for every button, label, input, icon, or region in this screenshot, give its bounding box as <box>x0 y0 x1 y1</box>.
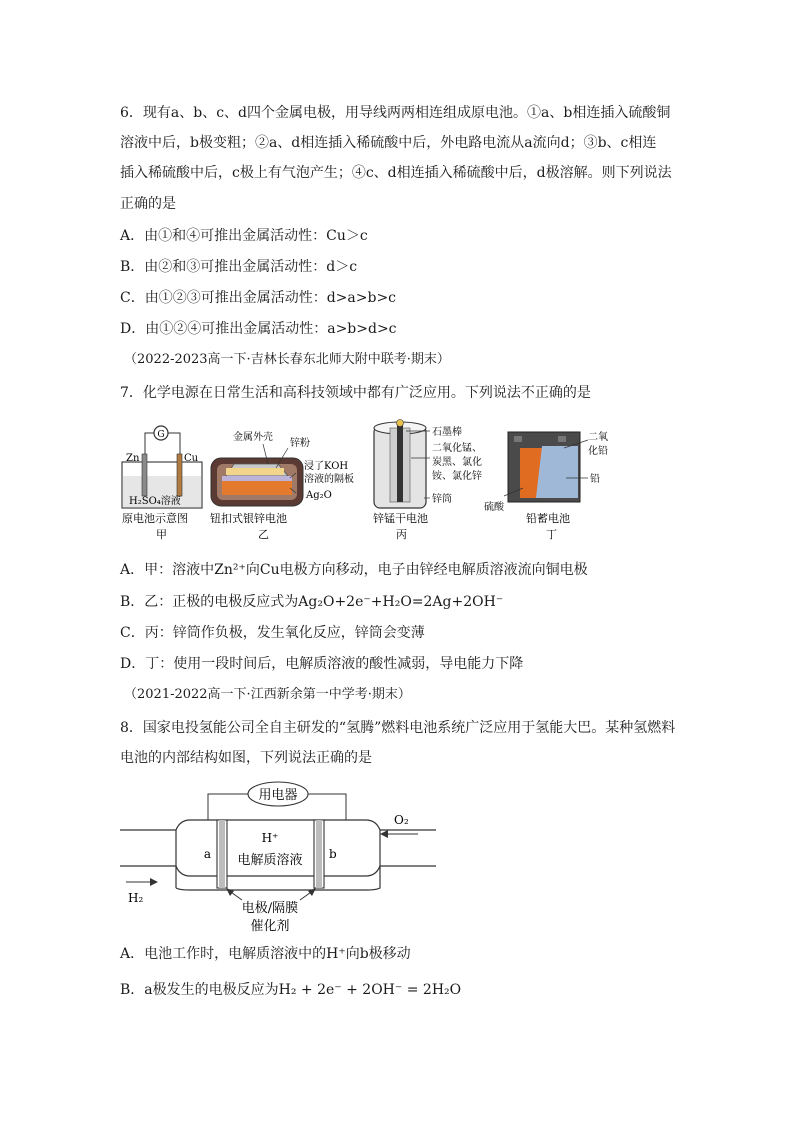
o2-label: O₂ <box>394 813 409 827</box>
q7-source: （2022-2023高一下·吉林长春东北师大附中联考·期末） <box>124 352 450 367</box>
q6-option-a: A．由①和④可推出金属活动性：Cu＞c <box>120 228 368 244</box>
fuel-cell-figure <box>118 778 438 938</box>
q7-stem: 7．化学电源在日常生活和高科技领域中都有广泛应用。下列说法不正确的是 <box>120 385 591 401</box>
electrode-membrane-label: 电极/隔膜 <box>241 901 299 916</box>
q7-option-c: C．丙：锌筒作负极，发生氧化反应，锌筒会变薄 <box>120 625 425 641</box>
koh-label-1: 浸了KOH <box>304 461 349 472</box>
q8-line-1: 8．国家电投氢能公司全自主研发的“氢腾”燃料电池系统广泛应用于氢能大巴。某种氢燃料 <box>120 720 676 736</box>
figure-ding <box>484 430 608 541</box>
battery-figures <box>118 418 638 546</box>
bing-caption: 锌锰干电池 <box>373 512 428 525</box>
q6-line-4: 正确的是 <box>120 196 176 212</box>
q7-option-a: A．甲：溶液中Zn²⁺向Cu电极方向移动，电子由锌经电解质溶液流向铜电极 <box>120 562 588 578</box>
figure-jia <box>122 426 202 541</box>
electrolyte-label: 电解质溶液 <box>237 853 303 868</box>
figure-yi <box>210 430 354 541</box>
zinc-can-label: 锌筒 <box>432 494 452 505</box>
cu-label: Cu <box>184 453 199 464</box>
q6-option-d: D．由①②④可推出金属活动性：a>b>d>c <box>120 321 397 337</box>
q7-option-b: B．乙：正极的电极反应式为Ag₂O+2e⁻+H₂O=2Ag+2OH⁻ <box>120 594 504 610</box>
shell-label: 金属外壳 <box>233 432 273 443</box>
o2-arrow-icon <box>380 830 388 838</box>
q6-line-3: 插入稀硫酸中后，c极上有气泡产生；④c、d相连插入稀硫酸中后，d极溶解。则下列说法 <box>120 165 672 181</box>
mix-label-1: 二氧化锰、 <box>432 443 482 454</box>
electrode-arrow-right-icon <box>308 888 316 896</box>
sulfuric-acid-label: 硫酸 <box>484 502 504 513</box>
graphite-rod-label: 石墨棒 <box>432 427 462 438</box>
zinc-powder-label: 锌粉 <box>290 438 310 449</box>
ag2o-label: Ag₂O <box>306 490 332 501</box>
bing-tag: 丙 <box>396 528 407 541</box>
mix-label-3: 铵、氯化锌 <box>432 471 482 482</box>
q6-option-b: B．由②和③可推出金属活动性：d＞c <box>120 259 358 275</box>
electrode-arrow-left-icon <box>226 888 234 896</box>
ding-tag: 丁 <box>546 528 557 541</box>
pbo2-label-2: 化铅 <box>588 446 608 457</box>
mix-label-2: 炭黑、氯化 <box>432 457 482 468</box>
catalyst-label: 催化剂 <box>250 919 290 934</box>
q8-source: （2021-2022高一下·江西新余第一中学考·期末） <box>124 687 411 702</box>
h2-arrow-icon <box>150 878 158 886</box>
yi-caption: 钮扣式银锌电池 <box>210 512 287 525</box>
h2-label: H₂ <box>128 891 144 905</box>
figure-bing <box>373 420 482 542</box>
koh-label-2: 溶液的隔板 <box>304 474 354 485</box>
jia-tag: 甲 <box>156 528 167 541</box>
jia-caption: 原电池示意图 <box>122 512 188 525</box>
galvanometer-label: G <box>157 430 165 440</box>
electrode-b-label: b <box>329 847 337 861</box>
zn-label: Zn <box>126 453 140 464</box>
device-label: 用电器 <box>258 788 298 803</box>
lead-label: 铅 <box>590 474 600 485</box>
electrode-a-label: a <box>203 847 211 861</box>
q6-line-1: 6．现有a、b、c、d四个金属电极，用导线两两相连组成原电池。①a、b相连插入硫酸铜 <box>120 105 671 121</box>
pbo2-label-1: 二氧 <box>588 432 608 443</box>
q8-option-a: A．电池工作时，电解质溶液中的H⁺向b极移动 <box>120 946 411 962</box>
ding-caption: 铅蓄电池 <box>526 512 570 525</box>
yi-tag: 乙 <box>258 528 269 541</box>
hplus-label: H⁺ <box>261 831 279 845</box>
q6-option-c: C．由①②③可推出金属活动性：d>a>b>c <box>120 290 397 306</box>
q8-option-b: B．a极发生的电极反应为H₂ + 2e⁻ + 2OH⁻ = 2H₂O <box>120 982 462 998</box>
q7-option-d: D．丁：使用一段时间后，电解质溶液的酸性减弱，导电能力下降 <box>120 656 524 672</box>
q8-line-2: 电池的内部结构如图，下列说法正确的是 <box>120 750 372 766</box>
h2so4-label: H₂SO₄溶液 <box>129 496 181 507</box>
q6-line-2: 溶液中后，b极变粗；②a、d相连插入稀硫酸中后，外电路电流从a流向d；③b、c相连 <box>120 135 657 151</box>
